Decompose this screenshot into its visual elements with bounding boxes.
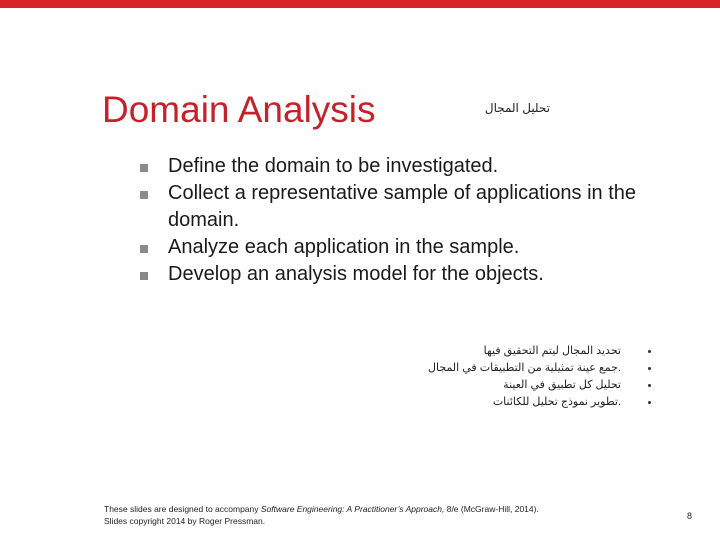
arabic-bullet-text: .تطوير نموذج تحليل للكائنات — [492, 396, 621, 408]
footer-book-title: Software Engineering: A Practitioner’s Approach, — [260, 504, 445, 514]
bullet-list — [140, 153, 660, 288]
arabic-bullet-item — [395, 377, 657, 394]
dot-bullet-icon — [648, 350, 651, 353]
slide-title: Domain Analysis — [102, 89, 376, 130]
bullet-item — [140, 234, 660, 261]
footer-text-before: These slides are designed to accompany — [104, 504, 261, 514]
page-number: 8 — [686, 511, 692, 521]
bullet-text: Collect a representative sample of applications in the domain. — [168, 182, 637, 231]
arabic-bullet-item — [395, 394, 657, 411]
square-bullet-icon — [140, 272, 148, 280]
arabic-bullet-text: تحديد المجال ليتم التحقيق فيها — [483, 345, 621, 357]
dot-bullet-icon — [648, 367, 651, 370]
bullet-item — [140, 153, 660, 180]
dot-bullet-icon — [648, 401, 651, 404]
dot-bullet-icon — [648, 384, 651, 387]
square-bullet-icon — [140, 164, 148, 172]
bullet-item — [140, 261, 660, 288]
bullet-text: Analyze each application in the sample. — [168, 236, 520, 258]
bullet-text: Develop an analysis model for the objects. — [168, 263, 544, 285]
square-bullet-icon — [140, 245, 148, 253]
bullet-item — [140, 180, 660, 234]
arabic-bullet-text: تحليل كل تطبيق في العينة — [503, 379, 621, 391]
square-bullet-icon — [140, 191, 148, 199]
slide-title-arabic: تحليل المجال — [484, 101, 550, 115]
footer-copyright — [104, 503, 544, 527]
bullet-text: Define the domain to be investigated. — [168, 155, 499, 177]
footer-text-after: 8/e (McGraw-Hill, 2014). Slides copyright 2014 by Roger Pressman. — [104, 504, 539, 526]
arabic-bullet-text: .جمع عينة تمثيلية من التطبيقات في المجال — [428, 362, 621, 374]
top-accent-bar — [0, 0, 720, 8]
arabic-bullet-item — [395, 343, 657, 360]
arabic-bullet-list — [395, 343, 657, 411]
arabic-bullet-item — [395, 360, 657, 377]
